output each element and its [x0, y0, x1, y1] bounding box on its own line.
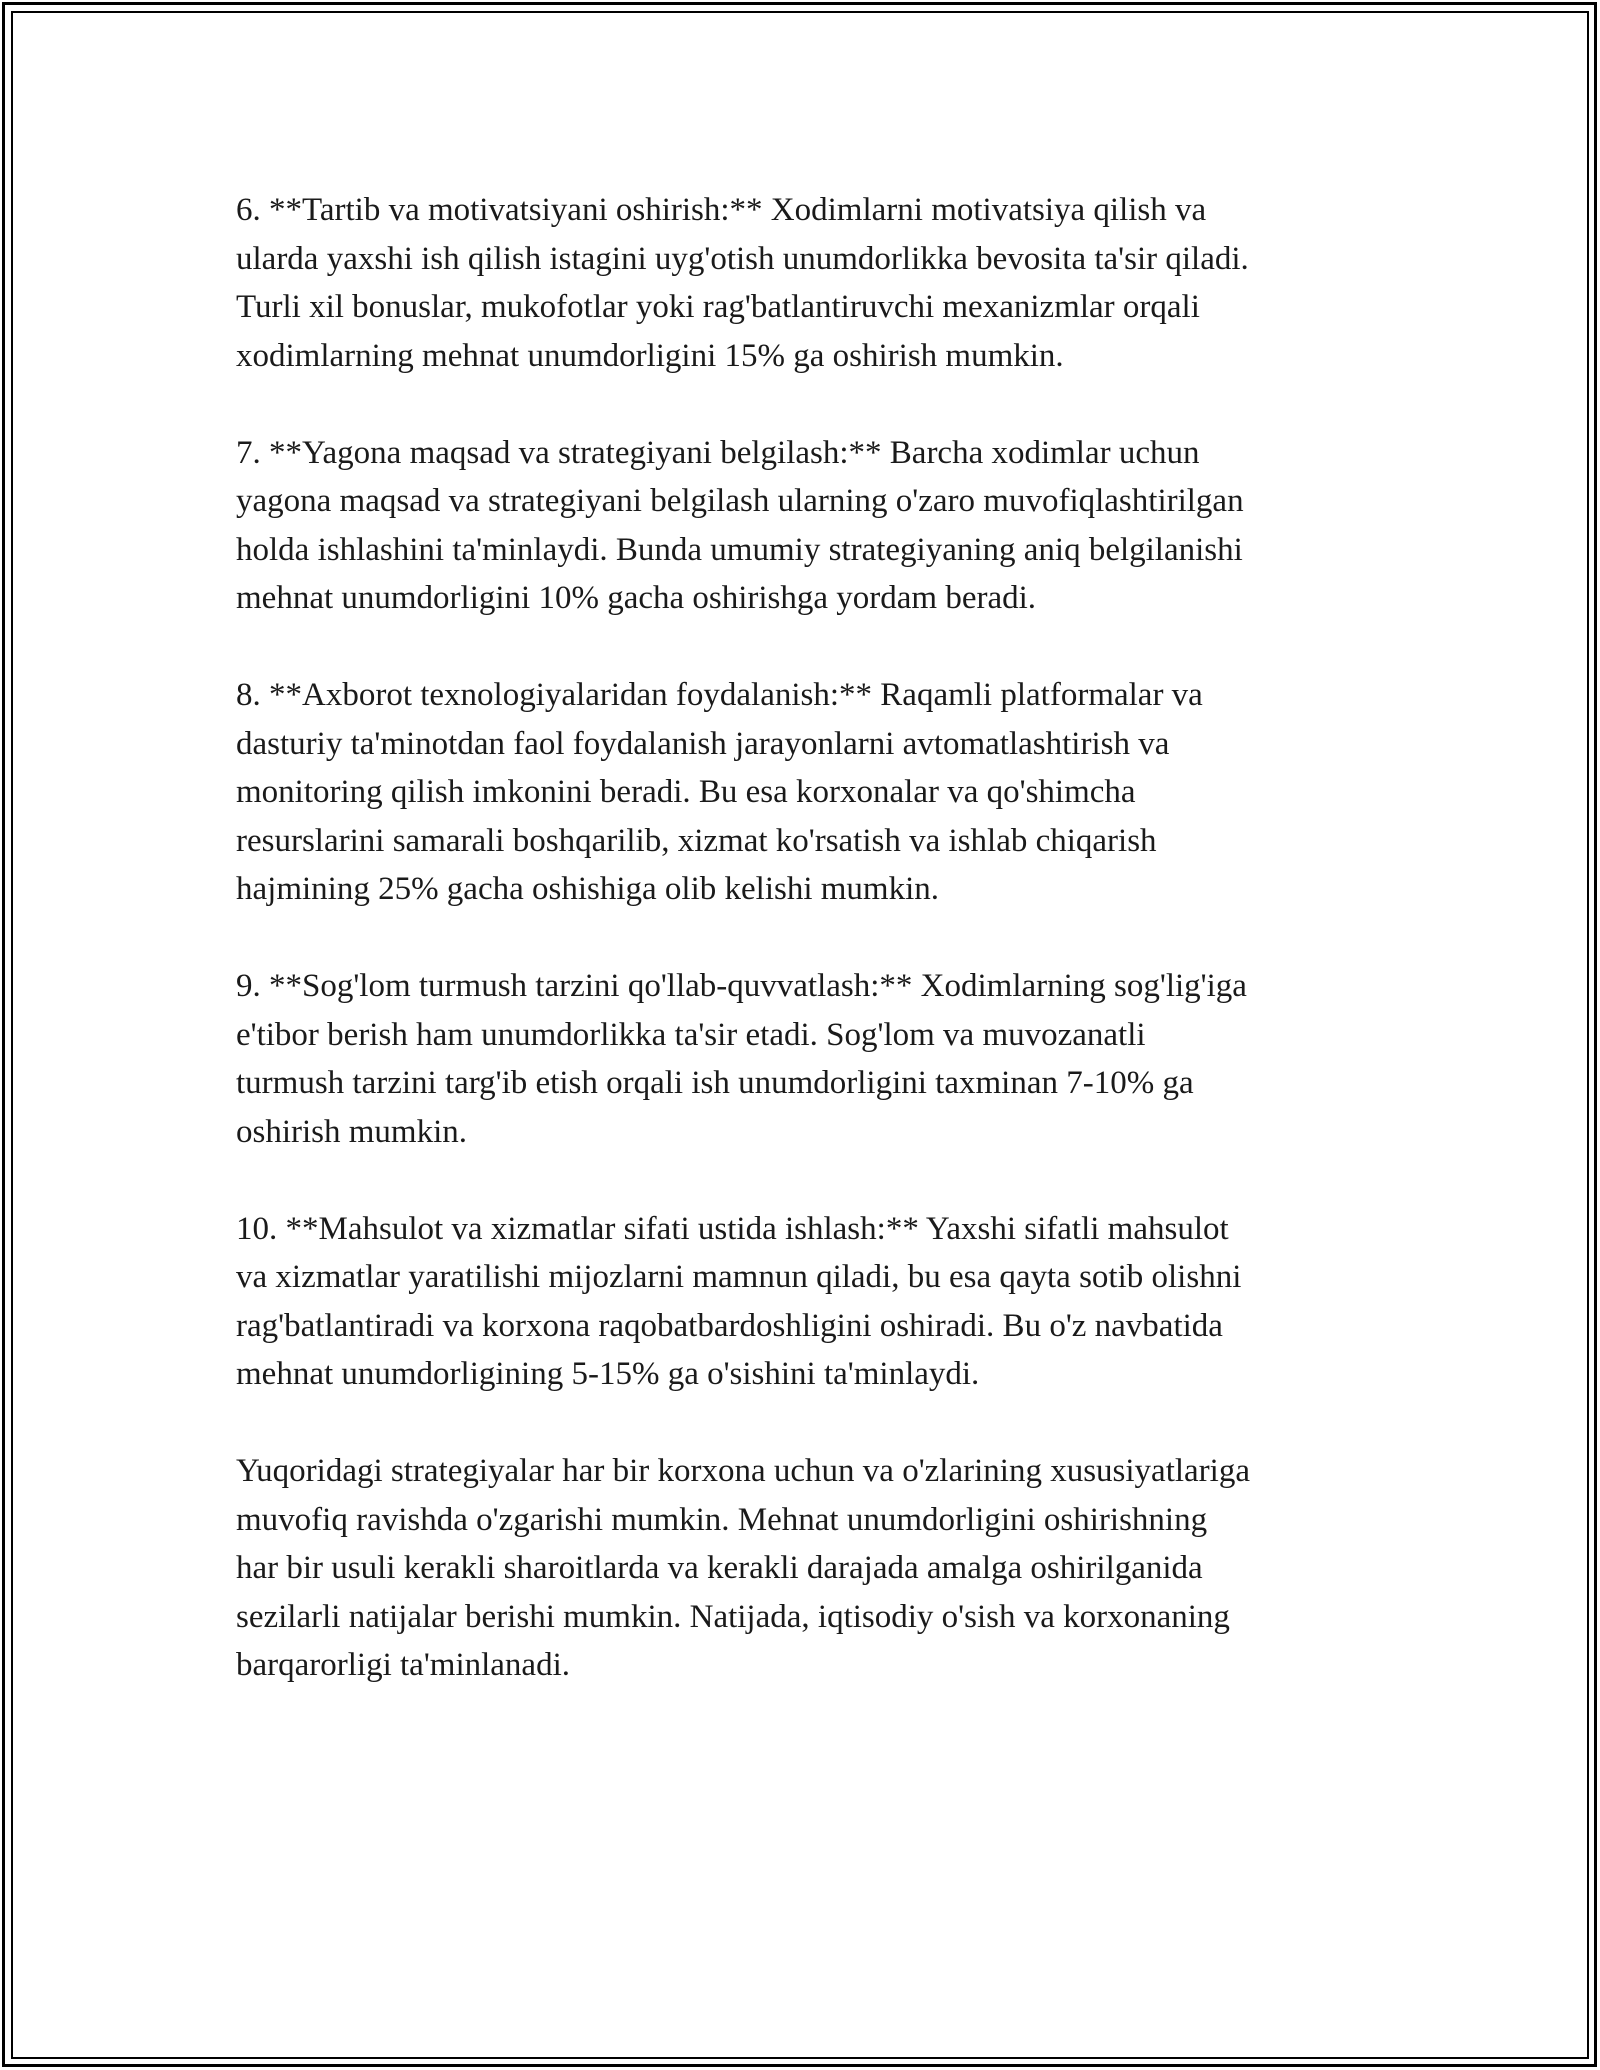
paragraph-6-motivation: 6. **Tartib va motivatsiyani oshirish:** Xodimlarni motivatsiya qilish va ularda yaxshi ish qilish istagini uyg'otish unumdorlikka bevosita ta'sir qiladi. Turli xil bonuslar, mukofotlar yoki rag'batlantiruvchi mexanizmlar orqali xodimlarning mehnat unumdorligini 15% ga oshirish mumkin. [236, 192, 1249, 374]
paragraph-conclusion: Yuqoridagi strategiyalar har bir korxona uchun va o'zlarining xususiyatlariga muvofiq ravishda o'zgarishi mumkin. Mehnat unumdorligini oshirishning har bir usuli kerakli sharoitlarda va kerakli darajada amalga oshirilganida sezilarli natijalar berishi mumkin. Natijada, iqtisodiy o'sish va korxonaning barqarorligi ta'minlanadi. [236, 1453, 1250, 1683]
paragraph-7-goal-strategy: 7. **Yagona maqsad va strategiyani belgilash:** Barcha xodimlar uchun yagona maqsad va strategiyani belgilash ularning o'zaro muvofiqlashtirilgan holda ishlashini ta'minlaydi. Bunda umumiy strategiyaning aniq belgilanishi mehnat unumdorligini 10% gacha oshirishga yordam beradi. [236, 434, 1244, 616]
paragraph-9-healthy-lifestyle: 9. **Sog'lom turmush tarzini qo'llab-quvvatlash:** Xodimlarning sog'lig'iga e'tibor berish ham unumdorlikka ta'sir etadi. Sog'lom va muvozanatli turmush tarzini targ'ib etish orqali ish unumdorligini taxminan 7-10% ga oshirish mumkin. [236, 968, 1247, 1150]
paragraph-10-product-quality: 10. **Mahsulot va xizmatlar sifati ustida ishlash:** Yaxshi sifatli mahsulot va xizmatlar yaratilishi mijozlarni mamnun qiladi, bu esa qayta sotib olishni rag'batlantiradi va korxona raqobatbardoshligini oshiradi. Bu o'z navbatida mehnat unumdorligining 5-15% ga o'sishini ta'minlaydi. [236, 1210, 1242, 1392]
paragraph-8-information-technology: 8. **Axborot texnologiyalaridan foydalanish:** Raqamli platformalar va dasturiy ta'minotdan faol foydalanish jarayonlarni avtomatlashtirish va monitoring qilish imkonini beradi. Bu esa korxonalar va qo'shimcha resurslarini samarali boshqarilib, xizmat ko'rsatish va ishlab chiqarish hajmining 25% gacha oshishiga olib kelishi mumkin. [236, 677, 1203, 907]
document-body [236, 186, 1376, 1738]
